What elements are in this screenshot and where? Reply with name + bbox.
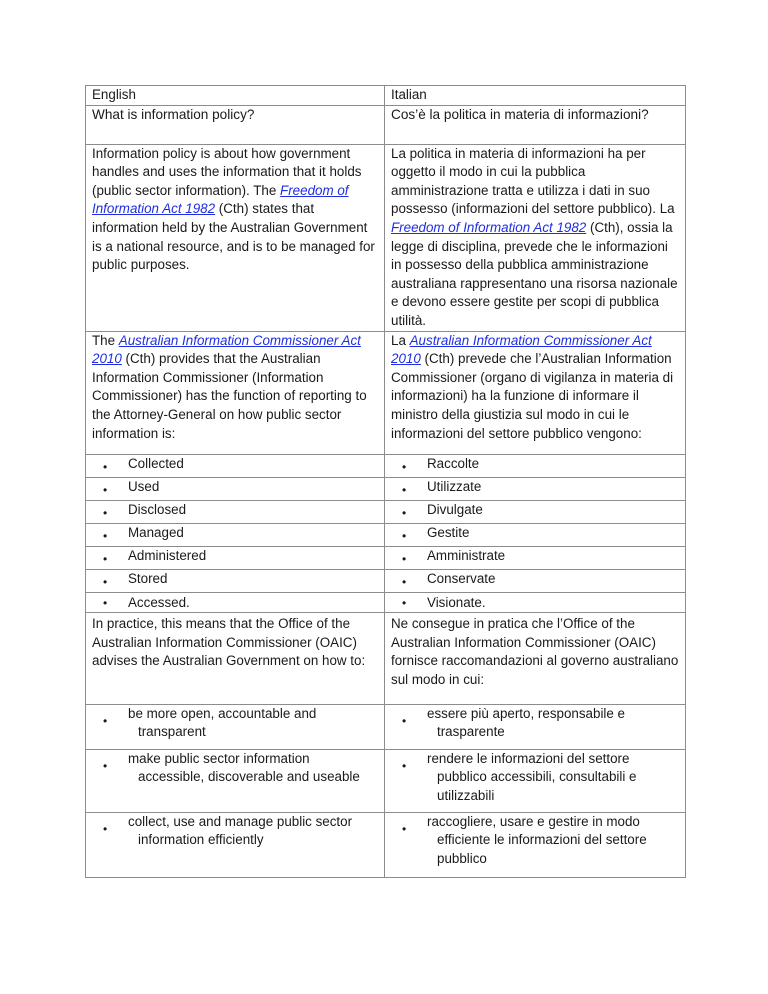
verb-italian: • Utilizzate: [385, 477, 686, 500]
goal-row: [86, 812, 686, 877]
bilingual-table: [85, 85, 686, 878]
goal-english: • be more open, accountable and transparent: [86, 704, 385, 749]
verb-row: [86, 477, 686, 500]
verb-italian: • Gestite: [385, 523, 686, 546]
verb-english: • Used: [86, 477, 385, 500]
commissioner-row: [86, 331, 686, 454]
question-english: What is information policy?: [86, 105, 385, 144]
foi-act-link-italian[interactable]: Freedom of Information Act 1982: [391, 219, 587, 235]
intro-english-text-after: (Cth) states that information held by the Australian Government is a national resource, and is to be managed for public purposes.: [92, 201, 375, 273]
verb-english: • Administered: [86, 546, 385, 569]
bullet-icon: •: [402, 821, 407, 836]
verb-english: • Stored: [86, 569, 385, 592]
verb-italian: • Raccolte: [385, 454, 686, 477]
bullet-icon: •: [103, 551, 108, 566]
goal-row: [86, 749, 686, 812]
commissioner-italian-text-after: (Cth) prevede che l’Australian Information Commissioner (organo di vigilanza in materia di informazioni) ha la funzione di informare il ministro della giustizia sul modo in cui le informazioni del settore pubblico vengono:: [391, 351, 674, 441]
bullet-icon: •: [402, 528, 407, 543]
question-row: [86, 105, 686, 144]
verb-italian: • Divulgate: [385, 500, 686, 523]
commissioner-english-text-after: (Cth) provides that the Australian Information Commissioner (Information Commissioner) has the function of reporting to the Attorney-General on how public sector information is:: [92, 351, 367, 441]
header-row: [86, 86, 686, 106]
bullet-icon: •: [103, 595, 108, 610]
verb-row: [86, 569, 686, 592]
goal-row: [86, 704, 686, 749]
bullet-icon: •: [103, 574, 108, 589]
bullet-icon: •: [402, 574, 407, 589]
verb-english: • Accessed.: [86, 592, 385, 613]
goal-italian: • rendere le informazioni del settore pubblico accessibili, consultabili e utilizzabili: [385, 749, 686, 812]
verb-english: • Managed: [86, 523, 385, 546]
verb-row: [86, 523, 686, 546]
practice-row: [86, 613, 686, 704]
verb-row: [86, 592, 686, 613]
bullet-icon: •: [402, 459, 407, 474]
bullet-icon: •: [103, 459, 108, 474]
verb-english: • Collected: [86, 454, 385, 477]
verb-row: [86, 500, 686, 523]
intro-english: [86, 144, 385, 331]
goal-english: • make public sector information accessible, discoverable and useable: [86, 749, 385, 812]
goal-italian: • essere più aperto, responsabile e trasparente: [385, 704, 686, 749]
bullet-icon: •: [103, 821, 108, 836]
verb-italian: • Conservate: [385, 569, 686, 592]
practice-english: In practice, this means that the Office of the Australian Information Commissioner (OAIC) advises the Australian Government on how to:: [86, 613, 385, 704]
bullet-icon: •: [103, 482, 108, 497]
goal-english: • collect, use and manage public sector information efficiently: [86, 812, 385, 877]
bullet-icon: •: [402, 505, 407, 520]
bullet-icon: •: [402, 713, 407, 728]
bullet-icon: •: [402, 595, 407, 610]
intro-row: [86, 144, 686, 331]
verb-row: [86, 546, 686, 569]
intro-italian-text-after: (Cth), ossia la legge di disciplina, prevede che le informazioni in possesso della pubblica amministrazione australiana rappresentano una risorsa nazionale e devono essere gestite per scopi di pubblica utilità.: [391, 219, 678, 328]
verb-italian: • Visionate.: [385, 592, 686, 613]
foi-act-link-english[interactable]: Freedom of Information Act 1982: [92, 182, 349, 217]
bullet-icon: •: [402, 482, 407, 497]
commissioner-english-text-before: The: [92, 332, 119, 348]
goal-italian: • raccogliere, usare e gestire in modo efficiente le informazioni del settore pubblico: [385, 812, 686, 877]
bullet-icon: •: [103, 713, 108, 728]
aic-act-link-english[interactable]: Australian Information Commissioner Act 2010: [92, 332, 361, 367]
aic-act-link-italian[interactable]: Australian Information Commissioner Act 2010: [391, 332, 652, 367]
commissioner-italian-text-before: La: [391, 332, 410, 348]
bullet-icon: •: [402, 758, 407, 773]
column-header-english: English: [86, 86, 385, 106]
verb-italian: • Amministrate: [385, 546, 686, 569]
practice-italian: Ne consegue in pratica che l’Office of the Australian Information Commissioner (OAIC) fornisce raccomandazioni al governo australiano sul modo in cui:: [385, 613, 686, 704]
bullet-icon: •: [103, 758, 108, 773]
bullet-icon: •: [103, 505, 108, 520]
verb-row: [86, 454, 686, 477]
bullet-icon: •: [402, 551, 407, 566]
commissioner-english: [86, 331, 385, 454]
document-page: [85, 85, 685, 878]
intro-italian-text-before: La politica in materia di informazioni ha per oggetto il modo in cui la pubblica amministrazione tratta e utilizza i dati in suo possesso (informazioni del settore pubblico). La: [391, 145, 675, 217]
column-header-italian: Italian: [385, 86, 686, 106]
intro-italian: [385, 144, 686, 331]
intro-english-text-before: Information policy is about how government handles and uses the information that it holds (public sector information). The: [92, 145, 362, 198]
commissioner-italian: [385, 331, 686, 454]
verb-english: • Disclosed: [86, 500, 385, 523]
question-italian: Cos’è la politica in materia di informazioni?: [385, 105, 686, 144]
bullet-icon: •: [103, 528, 108, 543]
